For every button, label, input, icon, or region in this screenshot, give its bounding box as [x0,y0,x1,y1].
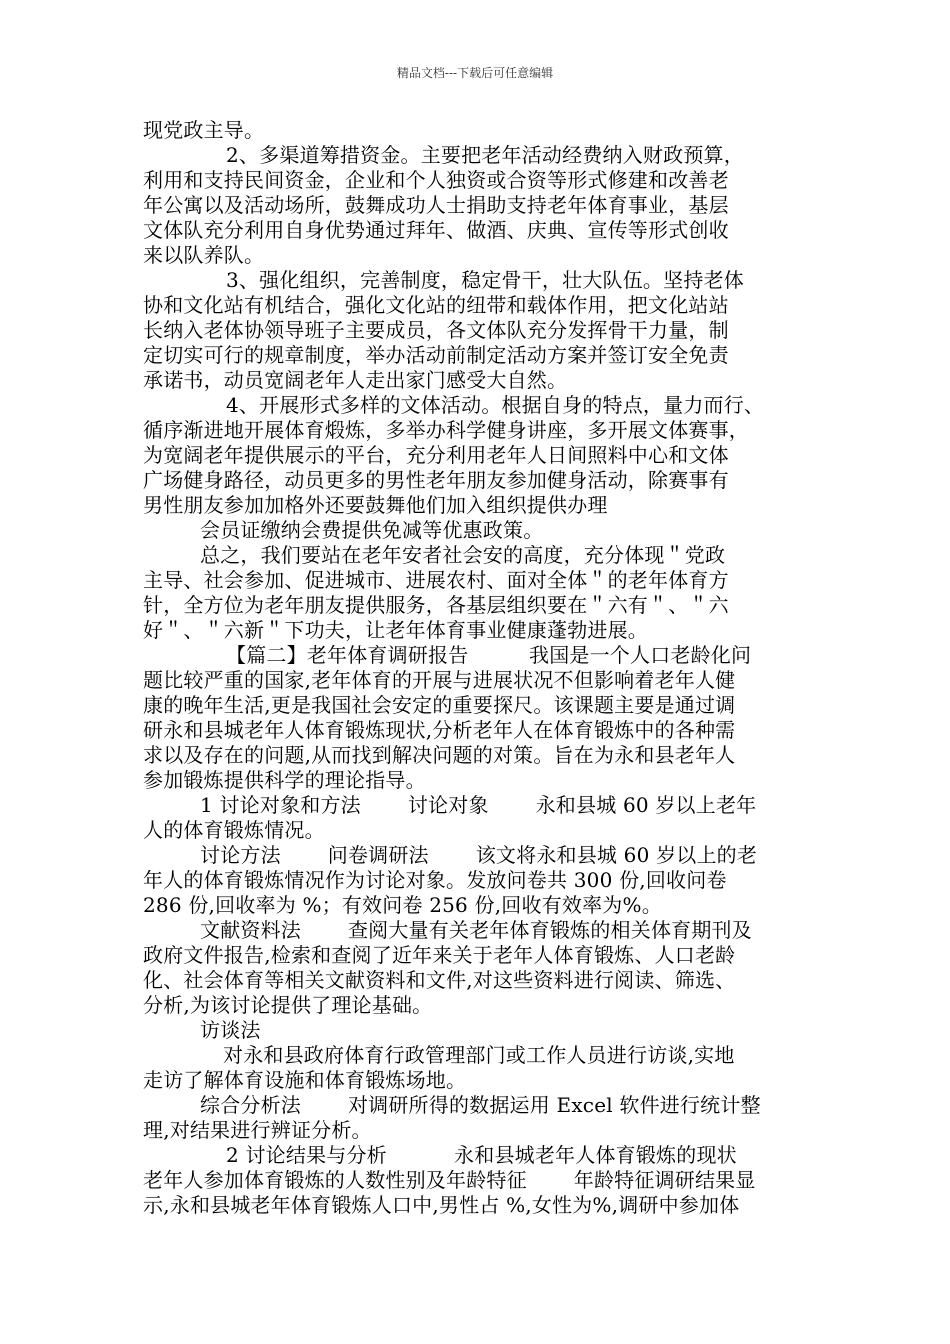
document-body [143,118,813,1218]
text-line: 【篇二】老年体育调研报告 我国是一个人口老龄化问 [226,643,752,667]
text-line: 3、强化组织，完善制度，稳定骨干，壮大队伍。坚持老体 [226,268,744,292]
text-line: 4、开展形式多样的文体活动。根据自身的特点，量力而行、 [226,393,765,417]
text-line: 分析,为该讨论提供了理论基础。 [143,993,433,1017]
text-line: 政府文件报告,检索和查阅了近年来关于老年人体育锻炼、人口老龄 [143,943,736,967]
text-line: 访谈法 [200,1018,261,1042]
text-line: 长纳入老体协领导班子主要成员，各文体队充分发挥骨干力量，制 [143,318,729,342]
text-line: 文献资料法 查阅大量有关老年体育锻炼的相关体育期刊及 [200,918,752,942]
text-line: 广场健身路径，动员更多的男性老年朋友参加健身活动，除赛事有 [143,468,729,492]
text-line: 为宽阔老年提供展示的平台，充分利用老年人日间照料中心和文体 [143,443,729,467]
text-line: 来以队养队。 [143,243,265,267]
text-line: 现党政主导。 [143,118,265,142]
text-line: 总之，我们要站在老年安者社会安的高度，充分体现＂党政 [200,543,726,567]
text-line: 题比较严重的国家,老年体育的开展与进展状况不但影响着老年人健 [143,668,736,692]
text-line: 年人的体育锻炼情况作为讨论对象。发放问卷共 300 份,回收问卷 [143,868,727,892]
text-line: 2、多渠道筹措资金。主要把老年活动经费纳入财政预算， [226,143,744,167]
text-line: 主导、社会参加、促进城市、进展农村、面对全体＂的老年体育方 [143,568,729,592]
text-line: 286 份,回收率为 %；有效问卷 256 份,回收有效率为%。 [143,893,662,917]
text-line: 求以及存在的问题,从而找到解决问题的对策。旨在为永和县老年人 [143,743,736,767]
text-line: 男性朋友参加加格外还要鼓舞他们加入组织提供办理 [143,493,608,517]
page-header: 精品文档---下载后可任意编辑 [396,66,554,80]
text-line: 参加锻炼提供科学的理论指导。 [143,768,426,792]
text-line: 2 讨论结果与分析 永和县城老年人体育锻炼的现状 [226,1143,737,1167]
text-line: 针，全方位为老年朋友提供服务，各基层组织要在＂六有＂、＂六 [143,593,729,617]
text-line: 综合分析法 对调研所得的数据运用 Excel 软件进行统计整 [200,1093,761,1117]
text-line: 示,永和县城老年体育锻炼人口中,男性占 %,女性为%,调研中参加体 [143,1193,740,1217]
text-line: 利用和支持民间资金，企业和个人独资或合资等形式修建和改善老 [143,168,729,192]
text-line: 年公寓以及活动场所，鼓舞成功人士捐助支持老年体育事业，基层 [143,193,729,217]
text-line: 康的晚年生活,更是我国社会安定的重要探尺。该课题主要是通过调 [143,693,736,717]
text-line: 老年人参加体育锻炼的人数性别及年龄特征 年龄特征调研结果显 [143,1168,756,1192]
text-line: 人的体育锻炼情况。 [143,818,325,842]
text-line: 对永和县政府体育行政管理部门或工作人员进行访谈,实地 [223,1043,735,1067]
text-line: 讨论方法 问卷调研法 该文将永和县城 60 岁以上的老 [200,843,758,867]
text-line: 承诺书，动员宽阔老年人走出家门感受大自然。 [143,368,568,392]
text-line: 会员证缴纳会费提供免减等优惠政策。 [200,518,544,542]
text-line: 1 讨论对象和方法 讨论对象 永和县城 60 岁以上老年 [200,793,757,817]
text-line: 文体队充分利用自身优势通过拜年、做酒、庆典、宣传等形式创收 [143,218,729,242]
text-line: 循序渐进地开展体育煅炼，多举办科学健身讲座，多开展文体赛事， [143,418,749,442]
text-line: 研永和县城老年人体育锻炼现状,分析老年人在体育锻炼中的各种需 [143,718,736,742]
text-line: 化、社会体育等相关文献资料和文件,对这些资料进行阅读、筛选、 [143,968,736,992]
text-line: 定切实可行的规章制度，举办活动前制定活动方案并签订安全免责 [143,343,729,367]
text-line: 协和文化站有机结合，强化文化站的纽带和载体作用，把文化站站 [143,293,729,317]
text-line: 好＂、＂六新＂下功夫，让老年体育事业健康蓬勃进展。 [143,618,648,642]
text-line: 理,对结果进行辨证分析。 [143,1118,372,1142]
text-line: 走访了解体育设施和体育锻炼场地。 [143,1068,467,1092]
